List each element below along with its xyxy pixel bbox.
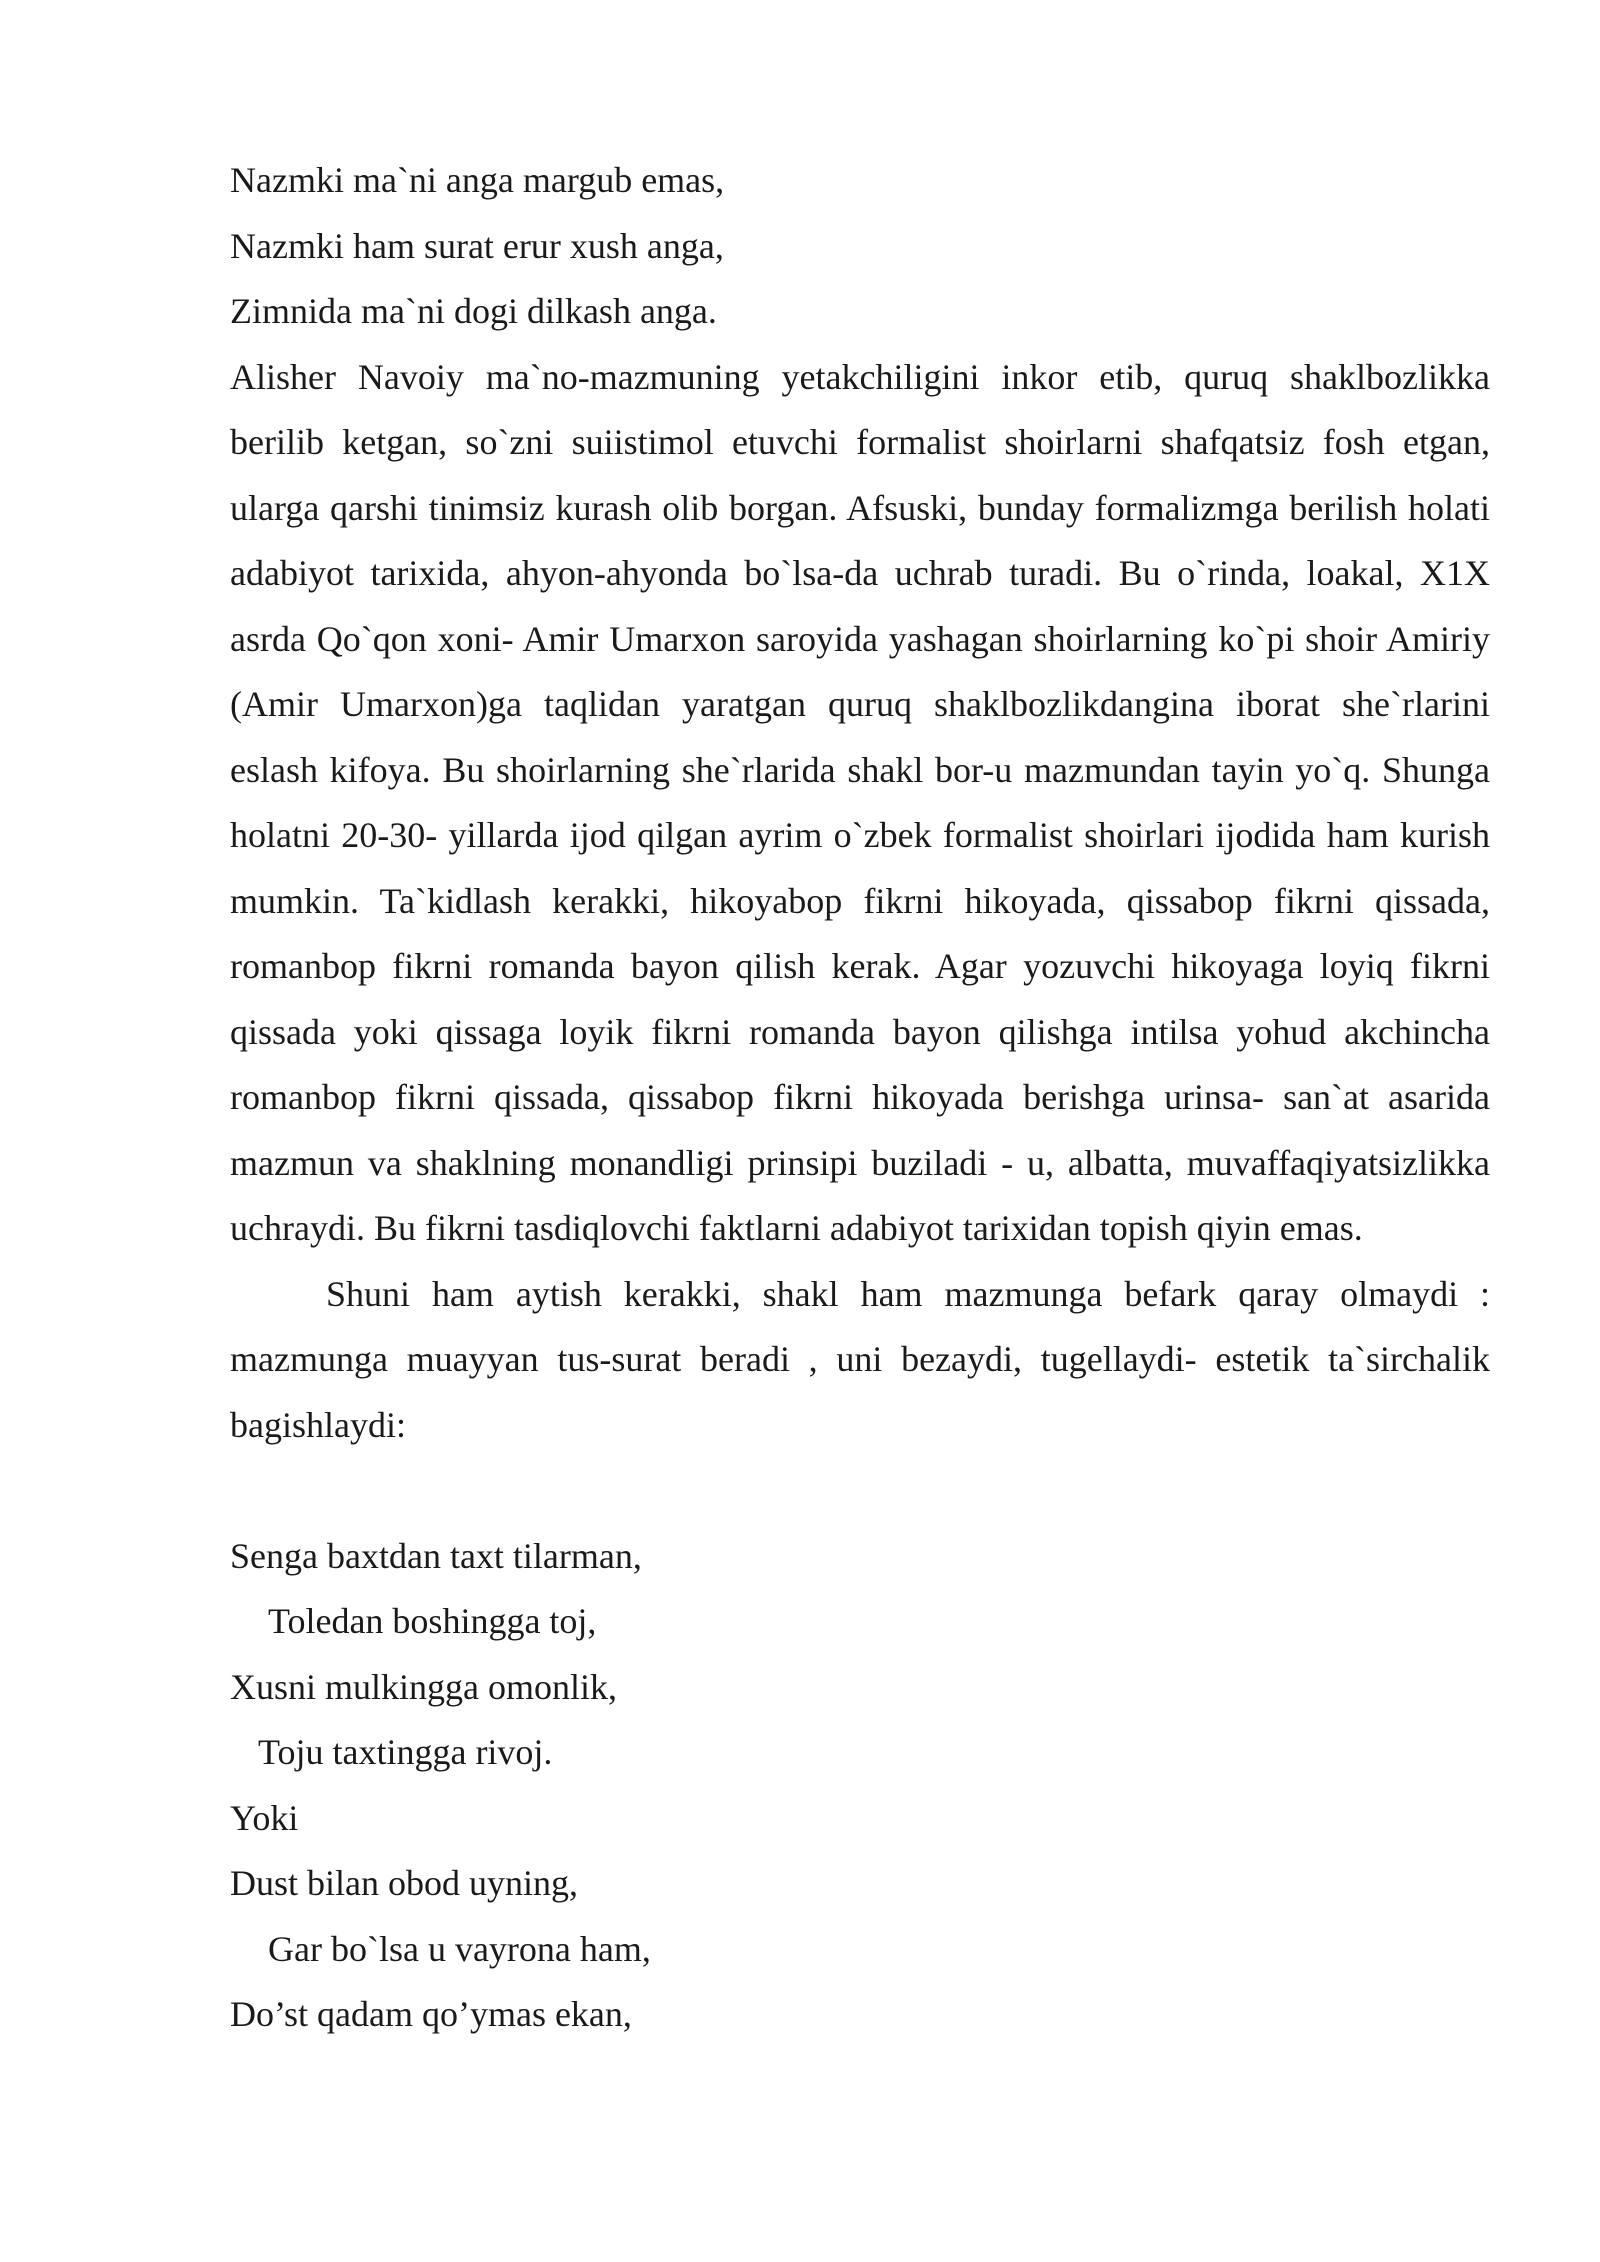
- verse-line: Gar bo`lsa u vayrona ham,: [268, 1928, 651, 1969]
- verse-line: Zimnida ma`ni dogi dilkash anga.: [230, 291, 717, 331]
- verse-line: Toju taxtingga rivoj.: [258, 1732, 553, 1772]
- verse-second: [230, 1851, 1490, 2048]
- verse-line: Toledan boshingga toj,: [268, 1601, 597, 1641]
- document-body: [230, 148, 1490, 2048]
- verse-line: Senga baxtdan taxt tilarman,: [230, 1535, 642, 1576]
- verse-line: Nazmki ham surat erur xush anga,: [230, 225, 724, 266]
- paragraph-navoiy: Alisher Navoiy ma`no-mazmuning yetakchiligini inkor etib, quruq shaklbozlikka berilib ketgan, so`zni suiistimol etuvchi formalist shoirlarni shafqatsiz fosh etgan, ularga qarshi tinimsiz kurash olib borgan. Afsuski, bunday formalizmga berilish holati adabiyot tarixida, ahyon-ahyonda bo`lsa-da uchrab turadi. Bu o`rinda, loakal, X1X asrda Qo`qon xoni- Amir Umarxon saroyida yashagan shoirlarning ko`pi shoir Amiriy (Amir Umarxon)ga taqlidan yaratgan quruq shaklbozlikdangina iborat she`rlarini eslash kifoya. Bu shoirlarning she`rlarida shakl bor-u mazmundan tayin yo`q. Shunga holatni 20-30- yillarda ijod qilgan ayrim o`zbek formalist shoirlari ijodida ham kurish mumkin. Ta`kidlash kerakki, hikoyabop fikrni hikoyada, qissabop fikrni qissada, romanbop fikrni romanda bayon qilish kerak. Agar yozuvchi hikoyaga loyiq fikrni qissada yoki qissaga loyik fikrni romanda bayon qilishga intilsa yohud akchincha romanbop fikrni qissada, qissabop fikrni hikoyada berishga urinsa- san`at asarida mazmun va shaklning monandligi prinsipi buziladi - u, albatta, muvaffaqiyatsizlikka uchraydi. Bu fikrni tasdiqlovchi faktlarni adabiyot tarixidan topish qiyin emas.: [230, 356, 1490, 1248]
- paragraph-shakl: Shuni ham aytish kerakki, shakl ham mazmunga befark qaray olmaydi : mazmunga muayyan tus-surat beradi , uni bezaydi, tugellaydi- estetik ta`sirchalik bagishlaydi:: [230, 1273, 1490, 1445]
- verse-first: [230, 1524, 1490, 1786]
- verse-line: Dust bilan obod uyning,: [230, 1863, 578, 1903]
- verse-line: Nazmki ma`ni anga margub emas,: [230, 160, 725, 200]
- opening-verse: [230, 148, 1490, 345]
- verse-line: Do’st qadam qo’ymas ekan,: [230, 1994, 632, 2034]
- verse-line: Xusni mulkingga omonlik,: [230, 1666, 617, 1707]
- connector-word: Yoki: [230, 1797, 299, 1838]
- blank-line: [230, 1458, 1490, 1524]
